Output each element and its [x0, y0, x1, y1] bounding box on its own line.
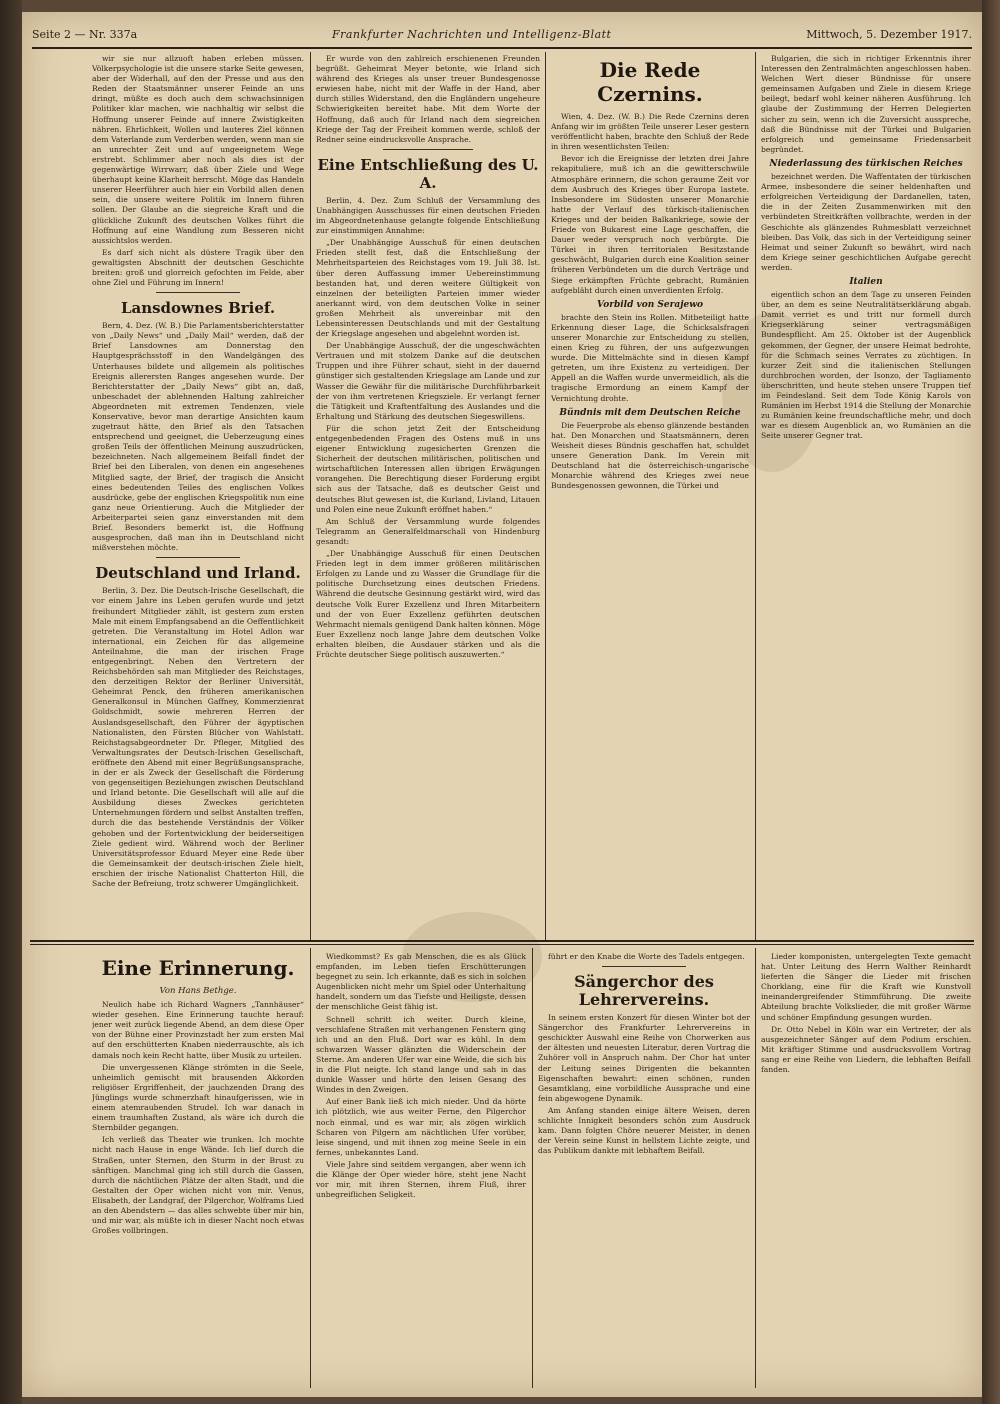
- article-intro-2: Es darf sich nicht als düstere Tragik über den gewaltigsten Abschnitt der deutschen Geschichte breiten: groß und glorreich gefochten im Felde, aber ohne Ziel und Führung im Innern!: [92, 247, 304, 288]
- saengerchor-p1: In seinem ersten Konzert für diesen Winter bot der Sängerchor des Frankfurter Lehrervereins in geschickter Auswahl eine Reihe von Chorwerken aus der ältesten und neuesten Literatur, deren Vortrag die Zuhörer voll in Anspruch nahm. Der Chor hat unter der Leitung seines Dirigenten die bekannten Eigenschaften bewahrt: einen schönen, runden Gesamtklang, eine vorbildliche Aussprache und eine fein abgewogene Dynamik.: [538, 1013, 750, 1103]
- feuilleton-right: [538, 952, 750, 1392]
- article-entschliessung-p6: „Der Unabhängige Ausschuß für einen Deutschen Frieden legt in dem immer größeren militärischen Erfolgen zu Lande und zu Wasser die Grundlage für die politische Durchsetzung eines deutschen Friedens. Während die deutsche Gesinnung gestärkt wird, wird das deutsche Volk Eurer Exzellenz und Ihren Mitarbeitern und der von Euer Exzellenz geführten deutschen Wehrmacht niemals genügend Dank halten können. Möge Euer Exzellenz noch lange Jahre dem deutschen Volke erhalten bleiben, die Ausdauer stärken und als die Früchte deutscher Siege politisch auszuwerten.“: [316, 549, 540, 659]
- article-col4-p2: bezeichnet werden. Die Waffentaten der türkischen Armee, insbesondere die seiner heldenhaften und erfolgreichen Verteidigung der Dardanellen, taten, die in der Zeiten Zusammenwirken mit den verbündeten Streitkräften vollbrachte, werden in der Geschichte als glänzendes Ruhmesblatt verzeichnet bleiben. Das Volk, das sich in der Verteidigung seiner Heimat und seiner Zukunft so bewährt, wird nach dem Kriege seiner geschichtlichen Aufgabe gerecht werden.: [761, 172, 971, 272]
- article-czernin-p4: Die Feuerprobe als ebenso glänzende bestanden hat. Den Monarchen und Staatsmännern, deren Weisheit dieses Bündnis geschaffen hat, schuldet unsere Generation Dank. Im Verein mit Deutschland hat die österreichisch-ungarische Monarchie während des Krieges zwei neue Bundesgenossen gewonnen, die Türkei und: [551, 420, 749, 491]
- feuilleton-left: [92, 952, 304, 1392]
- subhead-tuerkei: Niederlassung des türkischen Reiches: [769, 158, 963, 169]
- saengerchor-p3: Lieder komponisten, untergelegten Texte gemacht hat. Unter Leitung des Herrn Walther Reinhardt lieferten die Sänger die Lieder mit frischen Chorklang, eine für die Kraft wie Kunstvoll ineinandergreifender Stimmführung. Die zweite Abteilung brachte Volkslieder, die mit großer Wärme und schöner Empfindung gesungen wurden.: [761, 952, 971, 1022]
- article-entschliessung-p4: Für die schon jetzt Zeit der Entscheidung entgegenbedenden Fragen des Ostens muß in uns eigener Entwicklung zugesicherten Grenzen die Sicherheit der deutschen militärischen, politischen und wirtschaftlichen Interessen allen übrigen Erwägungen vorangehen. Die Berechtigung dieser Forderung ergibt sich aus der Tatsache, daß es deutscher Geist und deutsches Blut gewesen ist, die Kurland, Livland, Litauen und Polen eine neue Zukunft eröffnet haben.“: [316, 423, 540, 514]
- subhead-italien: Italien: [849, 276, 883, 287]
- article-lansdowne: Bern, 4. Dez. (W. B.) Die Parlamentsberichterstatter von „Daily News“ und „Daily Mail“ werden, daß der Brief Lansdownes am Donnerstag den Hauptgesprächsstoff in den Wandelgängen des Unterhauses bildete und allgemein als politisches Ereignis allerersten Ranges angesehen wurde. Der Berichterstatter der „Daily News“ gibt an, daß, unbeschadet der ablehnenden Haltung zahlreicher Abgeordneten mit extremen Tendenzen, viele Konservative, bevor man derartige Ansichten kaum zugetraut hätte, den Brief als den Tatsachen entsprechend und geeignet, die Ueberzeugung eines großen Teils der öffentlichen Meinung auszudrücken, bezeichneten. Nach allgemeinem Beifall findet der Brief bei den Liberalen, von denen ein angesehenes Mitglied sagte, der Brief, der tragisch die Ansicht eines bedeutenden Teiles des englischen Volkes ausdrücke, gebe der englischen Kriegspolitik nun eine ganz neue Orientierung. Auch die Mitglieder der Arbeiterpartei seien ganz einverstanden mit dem Brief. Besonders bemerkt ist, die Hoffnung ausgesprochen, daß man ihn in Deutschland nicht mißverstehen möchte.: [92, 321, 304, 553]
- page-number: Seite 2 — Nr. 337a: [32, 27, 138, 41]
- headline-erinnerung: Eine Erinnerung.: [101, 956, 295, 980]
- feuilleton-mid-p2: Schnell schritt ich weiter. Durch kleine, verschlafene Straßen mit verhangenen Fenstern ging ich und an den Fluß. Dort war es kühl. In dem schwarzen Wasser glänzten die Widerschein der Sterne. Am anderen Ufer war eine Weide, die sich bis in die Flut neigte. Ich stand lange und sah in das dunkle Wasser und hörte den leisen Gesang des Windes in den Zweigen.: [316, 1014, 526, 1095]
- byline-bethge: Von Hans Bethge.: [159, 986, 237, 996]
- feuilleton-p2: Die unvergessenen Klänge strömten in die Seele, unheimlich gemischt mit brausenden Akkorden religiöser Ergriffenheit, der jauchzenden Drang des Jünglings wurde schmerzhaft hinaufgerissen, wie in einem atemraubenden Strudel. Ich war danach in einem traumhaften Zustand, als wäre ich durch die Sternbilder gegangen.: [92, 1062, 304, 1133]
- feuilleton-middle: [316, 952, 526, 1392]
- article-czernin-p2: Bevor ich die Ereignisse der letzten drei Jahre rekapituliere, muß ich an die gewitterschwüle Atmosphäre erinnern, die schon geraume Zeit vor dem Ausbruch des Krieges über Europa lastete. Insbesondere im Südosten unserer Monarchie hatte der Verlauf des türkisch-italienischen Krieges und der beiden Balkankriege, sowie der Friede von Bukarest eine Lage geschaffen, die Dauer weder verspruch noch verbürgte. Die Türkei in ihren territorialen Besitzstande geschwächt, Bulgarien durch eine Koalition seiner früheren Verbündeten um die durch Verträge und Siege erkämpften Früchte gebracht, Rumänien aufgebläht durch einen unverdienten Erfolg.: [551, 154, 749, 295]
- saengerchor-p4: Dr. Otto Nebel in Köln war ein Vertreter, der als ausgezeichneter Sänger auf dem Podium erschien. Mit kräftiger Stimme und ausdrucksvollem Vortrag sang er eine Reihe von Liedern, die lebhaften Beifall fanden.: [761, 1024, 971, 1075]
- book-binding-left: [0, 0, 22, 1404]
- feuilleton-mid-p3: Auf einer Bank ließ ich mich nieder. Und da hörte ich plötzlich, wie aus weiter Ferne, den Pilgerchor noch einmal, und es war mir, als zögen wirklich Scharen von Pilgern am nächtlichen Ufer vorüber, leise singend, und mit ihnen zog meine Seele in ein fernes, unbekanntes Land.: [316, 1097, 526, 1157]
- headline-saengerchor: Sängerchor des Lehrervereins.: [574, 972, 714, 1010]
- feuilleton-p3: Ich verließ das Theater wie trunken. Ich mochte nicht nach Hause in enge Wände. Ich lief durch die Straßen, unter Sternen, den Sturm in der Brust zu sänftigen. Manchmal ging ich still durch die Gassen, durch die nächtlichen Plätze der alten Stadt, und die Gestalten der Oper wichen nicht von mir. Venus, Elisabeth, der Landgraf, der Pilgerchor, Wolframs Lied an den Abendstern — das alles schwebte über mir hin, und mir war, als müßte ich in dieser Nacht noch etwas Großes vollbringen.: [92, 1135, 304, 1236]
- article-entschliessung-p1: Berlin, 4. Dez. Zum Schluß der Versammlung des Unabhängigen Ausschusses für einen deutschen Frieden im Abgeordnetenhause gelangte folgende Entschließung zur einstimmigen Annahme:: [316, 195, 540, 236]
- issue-date: Mittwoch, 5. Dezember 1917.: [806, 27, 972, 41]
- feuilleton-continued-line: führt er den Knabe die Worte des Tadels entgegen.: [548, 952, 745, 961]
- column-1: [92, 54, 304, 939]
- newspaper-title: Frankfurter Nachrichten und Intelligenz-Blatt: [331, 27, 612, 41]
- column-2: [316, 54, 540, 939]
- article-entschliessung-p5: Am Schluß der Versammlung wurde folgendes Telegramm an Generalfeldmarschall von Hindenburg gesandt:: [316, 516, 540, 546]
- newspaper-page: [22, 12, 982, 1397]
- feuilleton-mid-p1: Wiedkommst? Es gab Menschen, die es als Glück empfanden, im Leben tiefen Erschütterungen begegnet zu sein. Ich erkannte, daß es sich in solchen Augenblicken nicht mehr um Spiel oder Unterhaltung handelt, sondern um das Tiefste und Heiligste, dessen der menschliche Geist fähig ist.: [316, 952, 526, 1012]
- article-intro: wir sie nur allzuoft haben erleben müssen. Völkerpsychologie ist die unsere starke Seite gewesen, aber der Widerhall, auf den der Presse und aus den Reden der Staatsmänner unserer Feinde an uns dringt, müßte es doch auch dem schwachsinnigen Politiker klar machen, wie nachhaltig wir selbst die Hoffnung unserer Feinde auf innere Zwistigkeiten nähren. Ehrlichkeit, Wollen und lauteres Ziel können dem Vaterlande zum Verderben werden, wenn man sie an unrechter Zeit und auf ungeeignetem Wege erstrebt. Schlimmer aber noch als dies ist der gegenwärtige Wirrwarr, daß über Ziele und Wege überhaupt keine Klarheit herrscht. Möge das Handeln unserer Heerführer auch hier ein Vorbild allen denen sein, die unsere weitere Politik im Innern führen sollen. Der Glaube an die siegreiche Kraft und die glückliche Zukunft des deutschen Volkes führt die Hoffnung auf eine Wandlung zum Besseren nicht aussichtslos werden.: [92, 54, 304, 245]
- book-binding-right: [982, 0, 1000, 1404]
- article-entschliessung-p2: „Der Unabhängige Ausschuß für einen deutschen Frieden stellt fest, daß die Entschließung der Mehrheitsparteien des Reichstages vom 19. Juli 38. Ist. über deren Auffassung immer Uebereinstimmung bestanden hat, und deren weitere Gültigkeit von einzelnen der beteiligten Parteien immer wieder anerkannt wird, von dem deutschen Volke in seiner großen Mehrheit als unvereinbar mit den Lebensinteressen Deutschlands und mit der Gestaltung der Kriegslage angesehen und abgelehnt worden ist.: [316, 238, 540, 339]
- feuilleton-far-right: [761, 952, 971, 1392]
- headline-lansdowne: Lansdownes Brief.: [120, 299, 276, 318]
- column-4: [761, 54, 971, 939]
- article-col4-p1: Bulgarien, die sich in richtiger Erkenntnis ihrer Interessen den Zentralmächten angeschlossen haben. Welchen Wert dieser Bündnisse für unsere gemeinsamen Aufgaben und Ziele in diesem Kriege beilegt, bedarf wohl keiner näheren Ausführung. Ich glaube der Zustimmung der Herren Delegierten sicher zu sein, wenn ich die Zuversicht ausspreche, daß die Bündnisse mit der Türkei und Bulgarien erfolgreich und gemeinsame Friedensarbeit begründet.: [761, 54, 971, 154]
- headline-entschliessung: Eine Entschließung des U. A.: [317, 155, 539, 192]
- subhead-serajewo: Vorbild von Serajewo: [597, 299, 703, 310]
- column-3: [551, 54, 749, 939]
- article-czernin-p3: brachte den Stein ins Rollen. Mitbeteiligt hatte Erkennung dieser Lage, die Schicksalsfragen unserer Monarchie zur Entscheidung zu stellen, einen Krieg zu führen, der uns aufgezwungen wurde. Die Mittelmächte sind in diesen Kampf getreten, um ihre Existenz zu verteidigen. Der Appell an die Waffen wurde unvermeidlich, als die tragische Ermordung an einem Kampf der Vernichtung drohte.: [551, 312, 749, 403]
- page-header: [32, 24, 972, 49]
- feuilleton-mid-p4: Viele Jahre sind seitdem vergangen, aber wenn ich die Klänge der Oper wieder höre, steht jene Nacht vor mir, mit ihren Sternen, ihrem Fluß, ihrer unbegreiflichen Seligkeit.: [316, 1159, 526, 1200]
- article-deutschland-irland: Berlin, 3. Dez. Die Deutsch-Irische Gesellschaft, die vor einem Jahre ins Leben gerufen wurde und jetzt freihundert Mitglieder zählt, ist gestern zum ersten Male mit einem Empfangsabend an die Oeffentlichkeit getreten. Die Veranstaltung im Hotel Adlon war international, ein Zeichen für das allgemeine Anteilnahme, die man der irischen Frage entgegenbringt. Neben den Vertretern der Reichsbehörden sah man Mitglieder des Reichstages, den derzeitigen Rektor der Berliner Universität, Geheimrat Penck, den früheren amerikanischen Generalkonsul in München Gaffney, Kommerzienrat Goldschmidt, sowie mehreren Herren der Auslandsgesellschaft, den Führer der ägyptischen Nationalisten, den Fürsten Blücher von Wahlstatt. Reichstagsabgeordneter Dr. Pfleger, Mitglied des Verwaltungsrates der Deutsch-Irischen Gesellschaft, eröffnete den Abend mit einer Begrüßungsansprache, in der er als Zweck der Gesellschaft die Förderung von gegenseitigen Beziehungen zwischen Deutschland und Irland betonte. Die Gesellschaft will alle auf die Ausbildung dieses Zweckes gerichteten Unternehmungen fördern und selbst Anstalten treffen, durch die das bestehende Verständnis der Völker gehoben und der Fortentwicklung der beiderseitigen Ziele gedient wird. Während woch der Berliner Universitätsprofessor Eduard Meyer eine Rede über die Gemeinsamkeit der deutsch-irischen Ziele hielt, erschien der irische Nationalist Chatterton Hill, die Sache der Befreiung, trotz schwerer Umgänglichkeit.: [92, 586, 304, 889]
- subhead-buendnis: Bündnis mit dem Deutschen Reiche: [559, 407, 741, 418]
- feuilleton-p1: Neulich habe ich Richard Wagners „Tannhäuser“ wieder gesehen. Eine Erinnerung tauchte herauf: jener weit zurück liegende Abend, an dem diese Oper von der Bühne einer Provinzstadt her zum ersten Mal auf den erschütterten Knaben niederrauschte, als ich damals noch kein Recht hatte, über Musik zu urteilen.: [92, 1000, 304, 1060]
- headline-deutschland-irland: Deutschland und Irland.: [95, 564, 301, 583]
- article-col4-p3: eigentlich schon an dem Tage zu unseren Feinden über, an dem es seine Neutralitätserklärung abgab. Damit verriet es und tritt nur formell durch Kriegserklärung seiner vertragsmäßigen Bundespflicht. Am 25. Oktober ist der Augenblick gekommen, der Gegner, der unsere Heimat bedrohte, für die Schmach seines Verrates zu züchtigen. In kurzer Zeit sind die italienischen Stellungen durchbrochen worden, der Isonzo, der Tagliamento überschritten, und heute stehen unsere Truppen tief im Feindesland. Seit dem Tode König Karols von Rumänien im Herbst 1914 die Stellung der Monarchie zu Rumänien keine freundschaftliche mehr, und doch war es diesem Augenblick an, wo Rumänien an die Seite unserer Gegner trat.: [761, 290, 971, 441]
- article-entschliessung-p3: Der Unabhängige Ausschuß, der die ungeschwächten Vertrauen und mit stolzem Danke auf die deutschen Truppen und ihre Führer schaut, sieht in der dauernd günstiger sich gestaltenden Kriegslage am Lande und zur Wasser die Gewähr für die militärische Durchführbarkeit der von ihm vertretenen Kriegsziele. Er verlangt ferner die Tätigkeit und Kraftentfaltung des Auslandes und die Erhaltung und Stärkung des deutschen Siegeswillens.: [316, 341, 540, 421]
- headline-czernin: Die Rede Czernins.: [597, 58, 703, 106]
- article-czernin-p1: Wien, 4. Dez. (W. B.) Die Rede Czernins deren Anfang wir im größten Teile unserer Leser gestern veröffentlicht haben, brachte den Schluß der Rede in ihren wesentlichsten Teilen:: [551, 112, 749, 152]
- article-irland-continued: Er wurde von den zahlreich erschienenen Freunden begrüßt. Geheimrat Meyer betonte, wie Irland sich während des Krieges als unser treuer Bundesgenosse erwiesen habe, nicht mit der Waffe in der Hand, aber durch stilles Widerstand, den die Engländern ungeheure Schwierigkeiten bereitet habe. Mit dem Worte der Hoffnung, daß auch für Irland nach dem siegreichen Kriege der Tag der Freiheit kommen werde, schloß der Redner seine eindrucksvolle Ansprache.: [316, 54, 540, 144]
- saengerchor-p2: Am Anfang standen einige ältere Weisen, deren schlichte Innigkeit besonders schön zum Ausdruck kam. Dann folgten Chöre neuerer Meister, in denen der Verein seine Kunst in hellstem Lichte zeigte, und das Publikum dankte mit lebhaftem Beifall.: [538, 1105, 750, 1156]
